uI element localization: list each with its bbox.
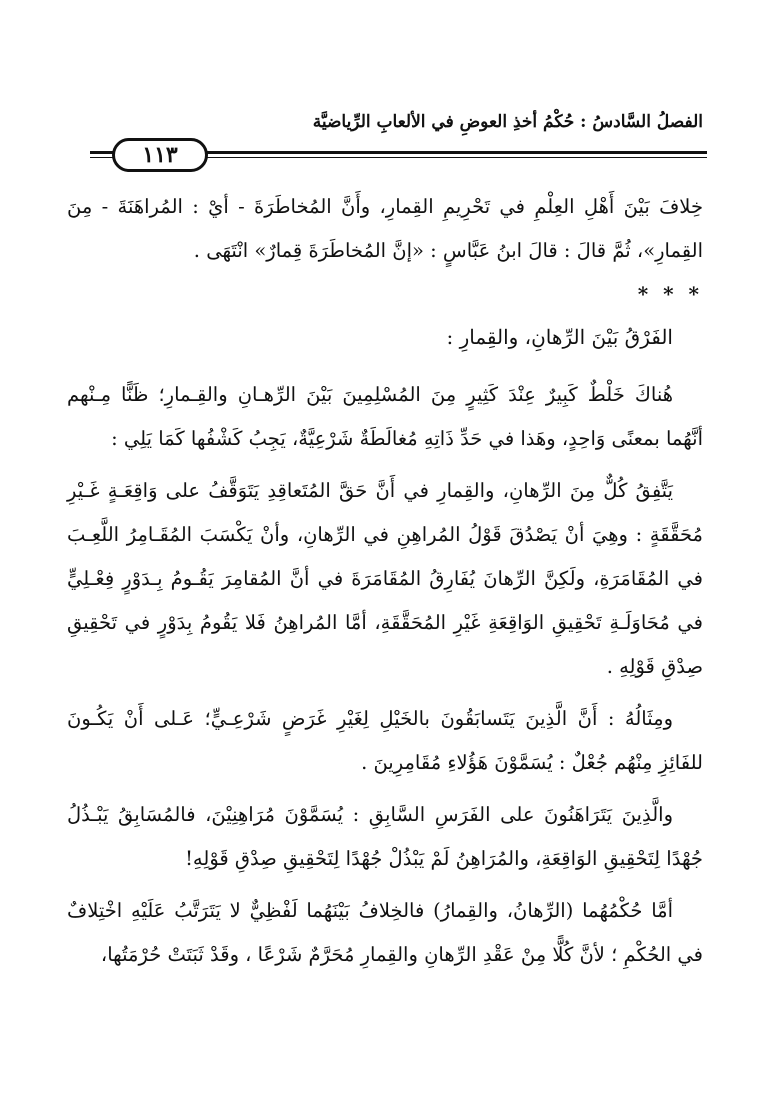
paragraph-3: ومِثَالُهُ : أَنَّ الَّذِينَ يَتَسابَقُونَ بالخَيْلِ لِغَيْرِ غَرَضٍ شَرْعِـيٍّ؛ عَـلى أَنْ يَكُـونَ للفَائِزِ مِنْهُم جُعْلٌ : يُسَمَّوْنَ هَؤُلاءِ مُقَامِرِينَ . [67,707,703,774]
running-header: الفصلُ السَّادسُ : حُكْمُ أخذِ العوضِ في الألعابِ الرِّياضيَّة [312,112,703,132]
intro-paragraph: خِلافَ بَيْنَ أَهْلِ العِلْمِ في تَحْرِيمِ القِمارِ، وأَنَّ المُخاطَرَةَ - أيْ : المُراهَنَةَ - مِنَ القِمارِ»، ثُمَّ قالَ : قالَ ابنُ عَبَّاسٍ : «إنَّ المُخاطَرَةَ قِمارٌ» انْتَهَى . [67,195,703,262]
page-body [67,185,703,985]
paragraph-2: يَتَّفِقُ كُلٌّ مِنَ الرِّهانِ، والقِمارِ في أَنَّ حَقَّ المُتَعاقِدِ يَتَوَقَّفُ على وَاقِعَـةٍ غَـيْرِ مُحَقَّقَةٍ : وهِيَ أنْ يَصْدُقَ قَوْلُ المُراهِنِ في الرِّهانِ، وأنْ يَكْسَبَ المُقَـامِرُ اللَّعِـبَ في المُقَامَرَةِ، ولَكِنَّ الرِّهانَ يُفَارِقُ المُقَامَرَةَ في أنَّ المُقامِرَ يَقُـومُ بِـدَوْرٍ فِعْـلِيٍّ في مُحَاوَلَـةِ تَحْقِيقِ الوَاقِعَةِ غَيْرِ المُحَقَّقَةِ، أمَّا المُراهِنُ فَلا يَقُومُ بِدَوْرٍ في تَحْقِيقِ صِدْقِ قَوْلِهِ . [67,479,703,678]
paragraph-1: هُناكَ خَلْطٌ كَبِيرٌ عِنْدَ كَثِيرٍ مِنَ المُسْلِمِينَ بَيْنَ الرِّهـانِ والقِـمارِ؛ ظَنًّا مِـنْهم أنَّهُما بمعنًى وَاحِدٍ، وهَذا في حَدِّ ذَاتِهِ مُغالَطَةٌ شَرْعِيَّةٌ، يَجِبُ كَشْفُها كَمَا يَلِي : [67,383,703,450]
section-separator: * * * [637,282,703,306]
paragraph-5: أمَّا حُكْمُهُما (الرِّهانُ، والقِمارُ) فالخِلافُ بَيْنَهُما لَفْظِيٌّ لا يَتَرَتَّبُ عَلَيْهِ اخْتِلافٌ في الحُكْمِ ؛ لأنَّ كُلًّا مِنْ عَقْدِ الرِّهانِ والقِمارِ مُحَرَّمٌ شَرْعًا ، وقَدْ ثَبَتَتْ حُرْمَتُها، [67,899,703,966]
paragraph-4: والَّذِينَ يَتَرَاهَنُونَ على الفَرَسِ السَّابِقِ : يُسَمَّوْنَ مُرَاهِنِيْنَ، فالمُسَابِقُ يَبْـذُلُ جُهْدًا لِتَحْقِيقِ الوَاقِعَةِ، والمُرَاهِنُ لَمْ يَبْذُلْ جُهْدًا لِتَحْقِيقِ صِدْقِ قَوْلِهِ! [67,803,703,870]
page-number: ١١٣ [112,138,208,172]
section-heading: الفَرْقُ بَيْنَ الرِّهانِ، والقِمارِ : [446,325,673,349]
